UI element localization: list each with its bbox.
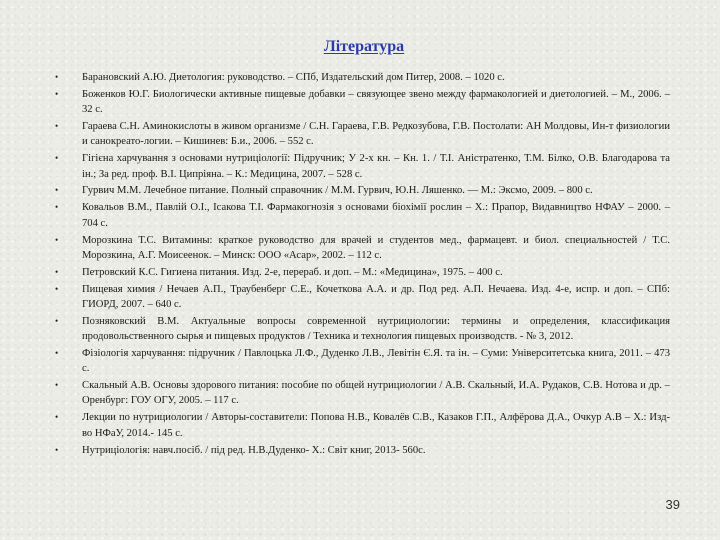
reference-item	[52, 410, 670, 441]
bullet-icon: •	[55, 283, 59, 294]
reference-text: Гігієна харчування з основами нутриціології: Підручник; У 2-х кн. – Кн. 1. / Т.І. Аністратенко, Т.М. Білко, О.В. Благодарова та ін.; За ред. проф. В.І. Ципріяна. – К.: Медицина, 2007. – 528 с.	[82, 153, 670, 180]
bullet-icon: •	[55, 72, 59, 82]
reference-text: Гурвич М.М. Лечебное питание. Полный справочник / М.М. Гурвич, Ю.Н. Ляшенко. — М.: Эксмо, 2009. – 800 с.	[82, 185, 593, 197]
reference-item	[52, 151, 670, 182]
reference-text: Барановский А.Ю. Диетология: руководство. – СПб, Издательский дом Питер, 2008. – 1020 с.	[82, 72, 505, 83]
bullet-icon: •	[55, 88, 59, 99]
reference-text: Фізіологія харчування: підручник / Павлоцька Л.Ф., Дуденко Л.В., Левітін Є.Я. та ін. – Суми: Університетська книга, 2011. – 473 с.	[82, 347, 670, 375]
reference-text: Петровский К.С. Гигиена питания. Изд. 2-е, перераб. и доп. – М.: «Медицина», 1975. – 400 с.	[82, 266, 503, 278]
reference-item	[52, 233, 670, 264]
reference-text: Нутриціологія: навч.посіб. / під ред. Н.В.Дуденко- Х.: Світ книг, 2013- 560с.	[82, 444, 426, 456]
reference-text: Пищевая химия / Нечаев А.П., Траубенберг С.Е., Кочеткова А.А. и др. Под ред. А.П. Нечаева. Изд. 4-е, испр. и доп. – СПб: ГИОРД, 2007. – 640 с.	[82, 283, 670, 310]
reference-item	[52, 70, 670, 85]
bullet-icon: •	[55, 121, 59, 132]
reference-list	[52, 70, 670, 459]
reference-text: Позняковский В.М. Актуальные вопросы современной нутрициологии: термины и определения, классификация продовольственного сырья и пищевых продуктов / Техника и технология пищевых производств. - № 3, 2012.	[82, 315, 670, 343]
bullet-icon: •	[55, 185, 59, 196]
bullet-icon: •	[55, 202, 59, 213]
page-number: 39	[665, 497, 680, 512]
reference-item	[52, 378, 670, 409]
bullet-icon: •	[55, 153, 59, 164]
reference-text: Лекции по нутрициологии / Авторы-составители: Попова Н.В., Ковалёв С.В., Казаков Г.П., Алфёрова Д.А., Очкур А.В – Х.: Изд-во НФаУ, 2014.- 145 с.	[82, 412, 670, 439]
bullet-icon: •	[55, 315, 59, 326]
reference-item	[52, 443, 670, 458]
reference-text: Ковальов В.М., Павлій О.І., Ісакова Т.І. Фармакогнозія з основами біохімії рослин – Х.: Прапор, Видавництво НФАУ – 2000. – 704 с.	[82, 202, 670, 229]
reference-item	[52, 346, 670, 377]
reference-item	[52, 265, 670, 280]
reference-item	[52, 200, 670, 231]
reference-text: Морозкина Т.С. Витамины: краткое руководство для врачей и студентов мед., фармацевт. и биол. специальностей / Т.С. Морозкина, А.Г. Моисеенок. – Минск: ООО «Асар», 2002. – 112 с.	[82, 234, 670, 261]
bullet-icon: •	[55, 412, 59, 423]
bullet-icon: •	[55, 266, 59, 277]
bullet-icon: •	[55, 444, 59, 455]
reference-item	[52, 183, 670, 198]
slide-title: Література	[323, 38, 405, 55]
reference-text: Скальный А.В. Основы здорового питания: пособие по общей нутрициологии / А.В. Скальный, И.А. Рудаков, С.В. Нотова и др. – Оренбург: ГОУ ОГУ, 2005. – 117 с.	[82, 380, 670, 407]
reference-item	[52, 87, 670, 118]
reference-item	[52, 119, 670, 150]
reference-item	[52, 314, 670, 345]
reference-item	[52, 282, 670, 313]
reference-text: Боженков Ю.Г. Биологически активные пищевые добавки – связующее звено между фармакологией и диетологией. – М., 2006. – 32 с.	[82, 88, 670, 116]
bullet-icon: •	[55, 234, 59, 245]
reference-text: Гараева С.Н. Аминокислоты в живом организме / С.Н. Гараева, Г.В. Редкозубова, Г.В. Постолати: АН Молдовы, Ин-т физиологии и санокреато-логии. – Кишинев: Б.и., 2006. – 552 с.	[82, 121, 670, 148]
bullet-icon: •	[55, 347, 59, 358]
bullet-icon: •	[55, 380, 59, 391]
